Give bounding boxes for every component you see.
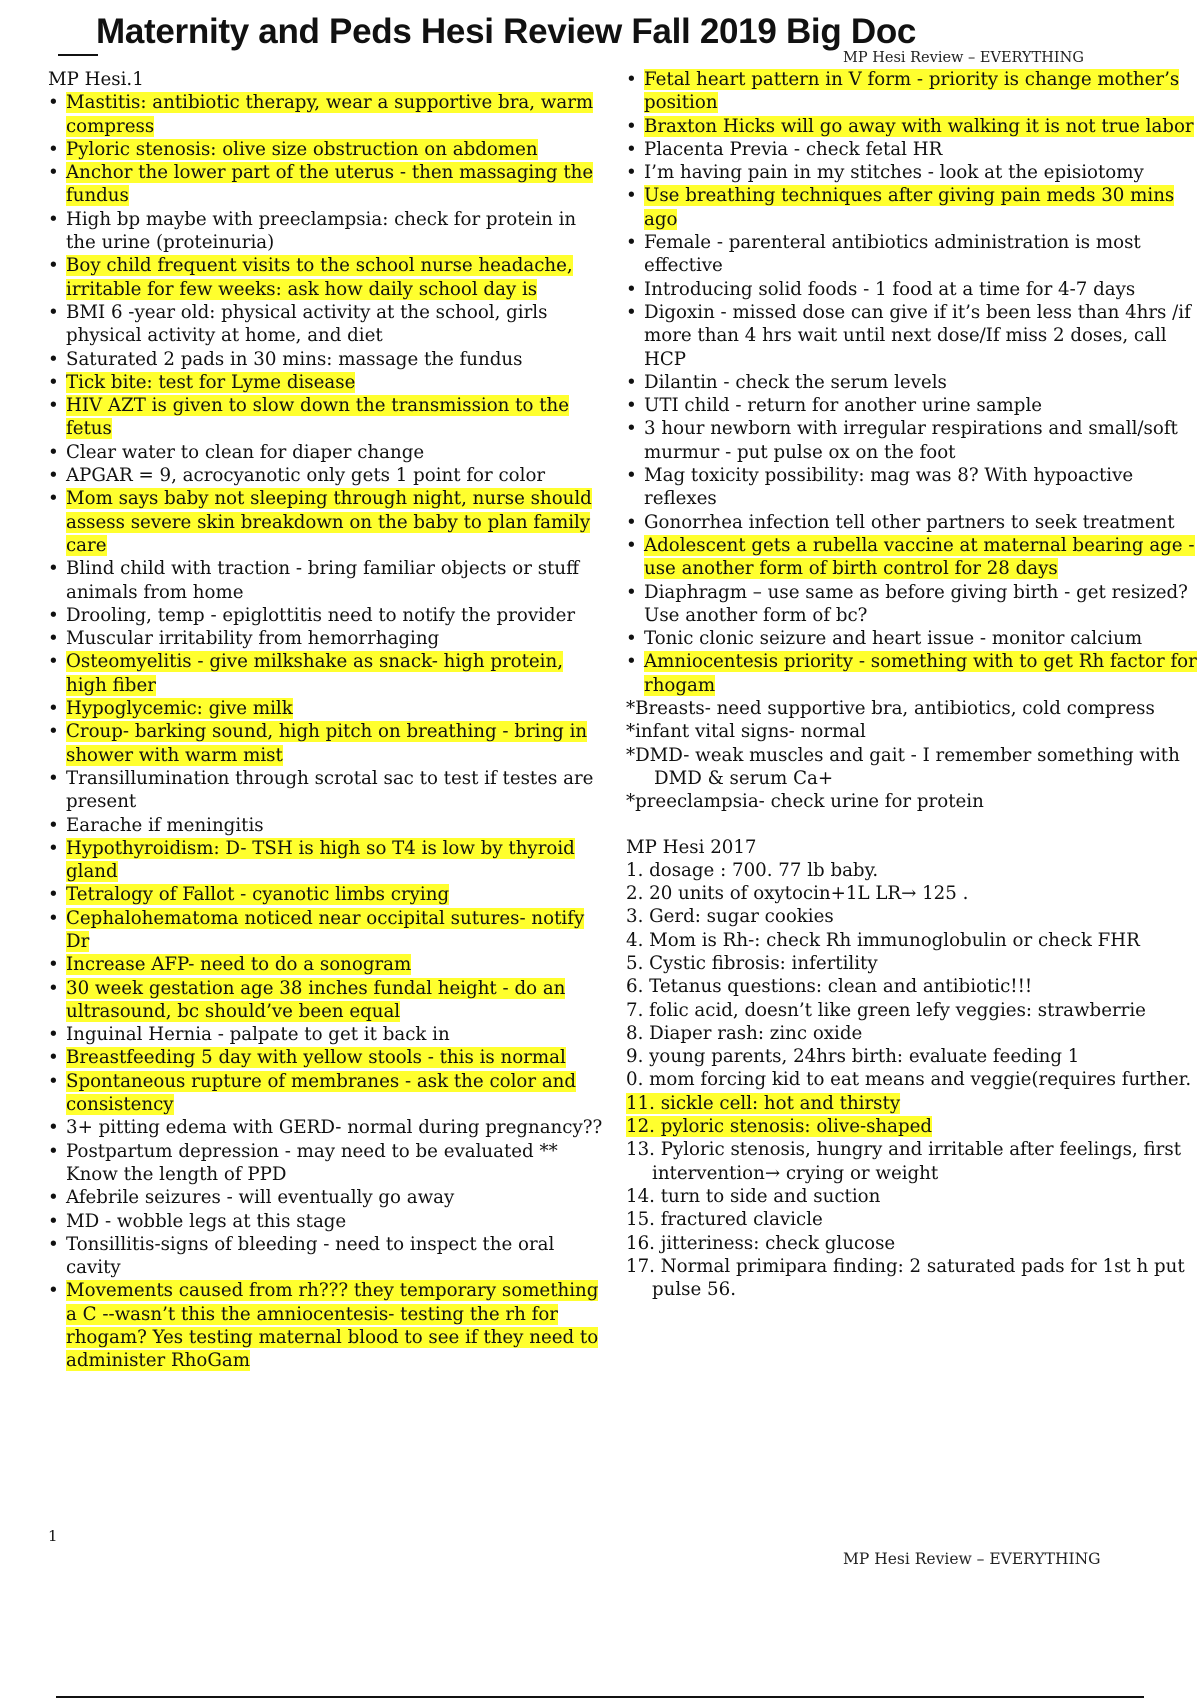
list-item-text: High bp maybe with preeclampsia: check for protein in the urine (proteinuria) [66,208,577,254]
list-item-text: Movements caused from rh??? they temporary something a C --wasn’t this the amniocentesis- testing the rh for rhogam? Yes testing maternal blood to see if they need to administer RhoGam [66,1280,599,1372]
list-item [48,91,606,138]
list-item [48,977,606,1024]
numbered-item-text: 14. turn to side and suction [626,1185,881,1207]
list-item-text: 3+ pitting edema with GERD- normal during pregnancy?? [66,1117,603,1139]
list-item-text: Diaphragm – use same as before giving birth - get resized? Use another form of bc? [644,581,1188,626]
numbered-item [626,1068,1200,1091]
list-item-text: Gonorrhea infection tell other partners to seek treatment [644,511,1175,533]
list-item-text: Spontaneous rupture of membranes - ask the color and consistency [66,1070,577,1116]
list-item-text: Use breathing techniques after giving pain meds 30 mins ago [644,185,1175,230]
list-item [48,1279,606,1372]
list-item-text: HIV AZT is given to slow down the transmission to the fetus [66,395,569,440]
list-item [48,907,606,954]
numbered-item-text: 11. sickle cell: hot and thirsty [626,1092,901,1114]
list-item-text: I’m having pain in my stitches - look at the episiotomy [644,162,1144,184]
page-title: Maternity and Peds Hesi Review Fall 2019 Big Doc [96,12,917,51]
list-item-text: Female - parenteral antibiotics administration is most effective [644,232,1141,277]
list-item [48,1210,606,1233]
list-item [626,511,1200,534]
list-item-text: Transillumination through scrotal sac to test if testes are present [66,767,594,813]
list-item-text: Osteomyelitis - give milkshake as snack- high protein, high fiber [66,651,563,696]
list-item [48,767,606,814]
list-item-text: MD - wobble legs at this stage [66,1210,347,1232]
spacer [626,814,1200,836]
numbered-item-text: 17. Normal primipara finding: 2 saturated pads for 1st h put pulse 56. [626,1255,1185,1301]
list-item-text: Inguinal Hernia - palpate to get it back in [66,1024,450,1046]
list-item-text: Earache if meningitis [66,814,264,836]
numbered-item-text: 5. Cystic fibrosis: infertility [626,952,878,974]
numbered-item-text: 2. 20 units of oxytocin+1L LR→ 125 . [626,883,969,905]
list-item-text: Increase AFP- need to do a sonogram [66,954,412,976]
list-item-text: Blind child with traction - bring familiar objects or stuff animals from home [66,558,579,603]
list-item [626,534,1200,581]
page-number: 1 [48,1527,58,1545]
numbered-item [626,1208,1200,1231]
note-line: *infant vital signs- normal [626,721,866,743]
list-item-text: Mom says baby not sleeping through night, nurse should assess severe skin breakdown on the baby to plan family care [66,488,592,556]
list-item-text: Placenta Previa - check fetal HR [644,138,943,160]
note-line: *DMD- weak muscles and gait - I remember something with DMD & serum Ca+ [626,744,1180,789]
list-item [626,417,1200,464]
list-item-text: Afebrile seizures - will eventually go away [66,1187,455,1209]
list-item-text: Pyloric stenosis: olive size obstruction on abdomen [66,138,538,160]
list-item-text: Introducing solid foods - 1 food at a time for 4-7 days [644,278,1136,300]
section-heading: MP Hesi.1 [48,69,144,90]
list-item-text: 3 hour newborn with irregular respirations and small/soft murmur - put pulse ox on the foot [644,418,1178,463]
numbered-item-text: 8. Diaper rash: zinc oxide [626,1022,863,1044]
list-item [626,161,1200,184]
list-item-text: UTI child - return for another urine sample [644,395,1043,417]
numbered-item [626,929,1200,952]
list-item-text: Digoxin - missed dose can give if it’s been less than 4hrs /if more than 4 hrs wait until next dose/If miss 2 doses, call HCP [644,301,1191,370]
list-item [48,953,606,976]
list-item-text: Anchor the lower part of the uterus - then massaging the fundus [66,162,594,207]
list-item [626,115,1200,138]
list-item-text: Fetal heart pattern in V form - priority is change mother’s position [644,69,1180,114]
list-item [48,1233,606,1280]
list-item-text: Tonsillitis-signs of bleeding - need to inspect the oral cavity [66,1233,555,1279]
list-item [48,557,606,604]
list-item [626,68,1200,115]
list-item-text: Amniocentesis priority - something with to get Rh factor for rhogam [644,651,1197,696]
list-item [48,138,606,161]
numbered-item [626,1022,1200,1045]
list-item-text: Saturated 2 pads in 30 mins: massage the fundus [66,348,523,370]
list-item [48,208,606,255]
list-item [48,441,606,464]
left-bullet-list [48,91,606,1372]
title-rule [58,54,98,56]
numbered-item-text: 9. young parents, 24hrs birth: evaluate feeding 1 [626,1046,1080,1068]
numbered-item [626,1185,1200,1208]
notes-block [626,697,1200,813]
list-item [48,348,606,371]
list-item-text: Hypoglycemic: give milk [66,698,293,720]
list-item-text: Dilantin - check the serum levels [644,371,947,393]
numbered-item [626,859,1200,882]
list-item [48,371,606,394]
numbered-list [626,859,1200,1302]
numbered-item [626,1255,1200,1302]
list-item-text: Adolescent gets a rubella vaccine at maternal bearing age - use another form of birth control for 28 days [644,534,1195,580]
list-item [48,301,606,348]
list-item-text: Clear water to clean for diaper change [66,441,425,463]
list-item-text: Boy child frequent visits to the school nurse headache, irritable for few weeks: ask how daily school day is [66,255,573,300]
list-item-text: Mag toxicity possibility: mag was 8? With hypoactive reflexes [644,465,1134,510]
list-item [626,301,1200,371]
list-item [626,581,1200,628]
numbered-item-text: 7. folic acid, doesn’t like green lefy veggies: strawberrie [626,999,1146,1021]
list-item [48,720,606,767]
list-item-text: BMI 6 -year old: physical activity at the school, girls physical activity at home, and diet [66,301,548,347]
list-item [626,278,1200,301]
list-item-text: Tetralogy of Fallot - cyanotic limbs crying [66,884,450,906]
numbered-item [626,882,1200,905]
list-item-text: Braxton Hicks will go away with walking it is not true labor [644,115,1194,137]
bottom-rule [56,1696,1144,1698]
right-bullet-list [626,68,1200,697]
list-item [48,464,606,487]
numbered-item-text: 3. Gerd: sugar cookies [626,906,834,928]
numbered-item-text: 12. pyloric stenosis: olive-shaped [626,1116,933,1138]
right-column [626,68,1200,1301]
numbered-item [626,1045,1200,1068]
list-item [48,254,606,301]
list-item [48,1070,606,1117]
numbered-item-text: 15. fractured clavicle [626,1209,823,1231]
list-item-text: Tick bite: test for Lyme disease [66,371,356,393]
list-item-text: 30 week gestation age 38 inches fundal height - do an ultrasound, bc should’ve been equal [66,977,566,1022]
numbered-item [626,905,1200,928]
list-item [626,138,1200,161]
list-item-text: Croup- barking sound, high pitch on breathing - bring in shower with warm mist [66,721,588,766]
numbered-item [626,1232,1200,1255]
numbered-item [626,999,1200,1022]
numbered-item [626,975,1200,998]
numbered-item-text: 1. dosage : 700. 77 lb baby. [626,859,879,881]
list-item [48,487,606,557]
list-item [48,814,606,837]
numbered-item-text: 4. Mom is Rh-: check Rh immunoglobulin or check FHR [626,929,1140,951]
note-line: *Breasts- need supportive bra, antibiotics, cold compress [626,698,1155,720]
numbered-item [626,952,1200,975]
running-header: MP Hesi Review – EVERYTHING [843,50,1084,66]
numbered-item [626,1138,1200,1185]
list-item [626,231,1200,278]
list-item [48,650,606,697]
numbered-item-text: 16. jitteriness: check glucose [626,1232,896,1254]
list-item [626,627,1200,650]
section-heading-2017: MP Hesi 2017 [626,836,757,858]
list-item [626,371,1200,394]
list-item [48,1140,606,1187]
list-item [48,1046,606,1069]
list-item-text: Hypothyroidism: D- TSH is high so T4 is low by thyroid gland [66,837,575,883]
note-line: *preeclampsia- check urine for protein [626,791,984,813]
numbered-item [626,1115,1200,1138]
numbered-item [626,1092,1200,1115]
list-item-text: Cephalohematoma noticed near occipital sutures- notify Dr [66,907,585,952]
list-item-text: Tonic clonic seizure and heart issue - monitor calcium [644,628,1143,650]
list-item-text: Postpartum depression - may need to be evaluated ** Know the length of PPD [66,1140,558,1185]
numbered-item-text: 6. Tetanus questions: clean and antibiotic!!! [626,976,1033,998]
list-item-text: Muscular irritability from hemorrhaging [66,628,440,650]
left-column [48,68,606,1373]
list-item-text: Mastitis: antibiotic therapy, wear a supportive bra, warm compress [66,92,594,137]
list-item [48,1023,606,1046]
list-item [48,394,606,441]
numbered-item-text: 13. Pyloric stenosis, hungry and irritable after feelings, first intervention→ crying or weight [626,1139,1182,1184]
numbered-item-text: 0. mom forcing kid to eat means and veggie(requires further. [626,1069,1192,1091]
list-item [626,464,1200,511]
list-item [48,697,606,720]
list-item [48,883,606,906]
list-item [626,650,1200,697]
list-item [626,394,1200,417]
list-item [48,161,606,208]
list-item-text: APGAR = 9, acrocyanotic only gets 1 point for color [66,465,546,487]
running-footer: MP Hesi Review – EVERYTHING [843,1550,1101,1568]
list-item-text: Breastfeeding 5 day with yellow stools - this is normal [66,1047,566,1069]
list-item [48,627,606,650]
list-item [48,837,606,884]
list-item-text: Drooling, temp - epiglottitis need to notify the provider [66,604,576,626]
list-item [48,604,606,627]
list-item [48,1186,606,1209]
list-item [626,184,1200,231]
list-item [48,1116,606,1139]
